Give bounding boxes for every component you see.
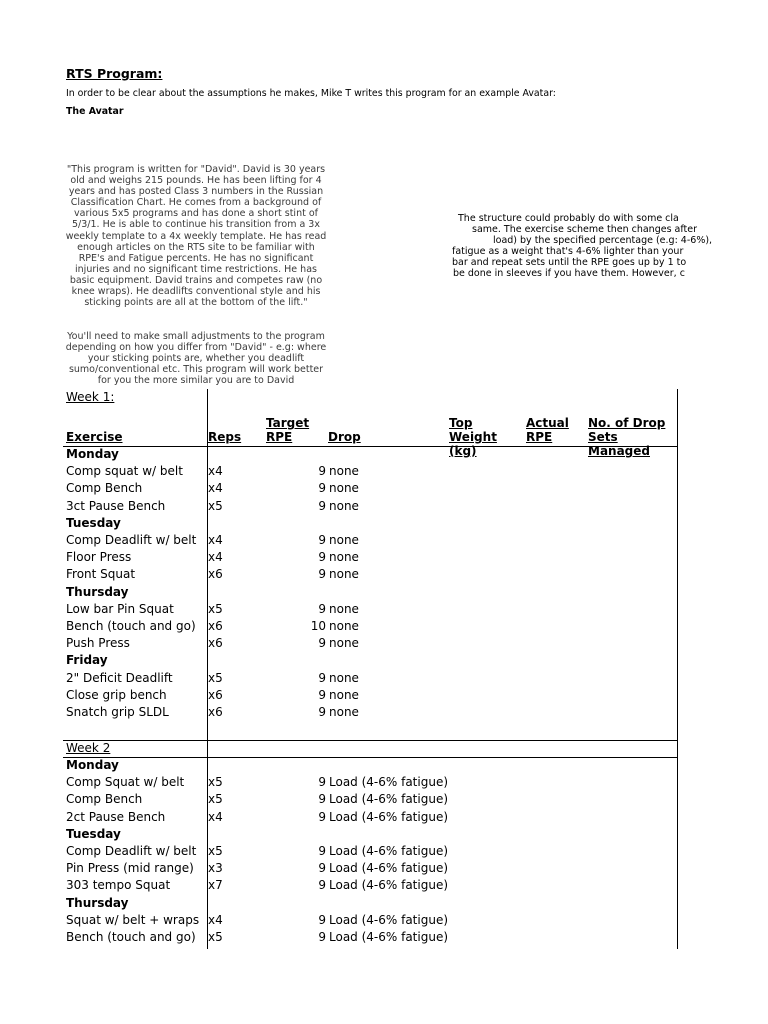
- target-rpe-cell: 9: [318, 792, 326, 807]
- exercise-cell: Comp squat w/ belt: [66, 464, 183, 479]
- day-label: Tuesday: [66, 515, 121, 530]
- week-rule: [63, 740, 678, 741]
- drop-cell: none: [329, 533, 359, 547]
- page-title: RTS Program:: [66, 66, 163, 81]
- exercise-cell: 3ct Pause Bench: [66, 498, 166, 513]
- drop-cell: none: [329, 481, 359, 496]
- reps-cell: x5: [208, 792, 223, 807]
- adjustment-note: [63, 331, 329, 386]
- target-rpe-cell: 9: [318, 550, 326, 565]
- day-label: Tuesday: [66, 826, 121, 841]
- text-line: Classification Chart. He comes from a background of: [70, 197, 322, 209]
- text-line: your sticking points are, whether you deadlift: [87, 353, 305, 365]
- text-line: injuries and no significant time restrictions. He has: [75, 263, 317, 275]
- day-label: Thursday: [66, 895, 129, 910]
- col-header-actual-rpe: Actual RPE: [526, 416, 569, 444]
- drop-cell: Load (4-6% fatigue): [329, 809, 449, 824]
- reps-cell: x6: [208, 567, 223, 582]
- drop-cell: none: [329, 464, 359, 479]
- week-2-label: Week 2: [66, 741, 111, 755]
- exercise-cell: Comp Deadlift w/ belt: [66, 844, 197, 858]
- text-line: sticking points are all at the bottom of the lift.": [84, 297, 308, 309]
- text-line: "This program is written for "David". David is 30 years: [66, 164, 326, 175]
- text-line: years and has posted Class 3 numbers in the Russian: [68, 186, 324, 198]
- drop-cell: none: [329, 670, 359, 685]
- drop-cell: none: [329, 550, 359, 565]
- avatar-description: [63, 164, 329, 308]
- text-line: basic equipment. David trains and competes raw (no: [69, 274, 323, 286]
- target-rpe-cell: 9: [318, 844, 326, 858]
- text-line: same. The exercise scheme then changes after: [472, 224, 698, 236]
- text-line: fatigue as a weight that's 4-6% lighter than your: [452, 246, 684, 258]
- reps-cell: x4: [208, 912, 223, 927]
- target-rpe-cell: 10: [310, 619, 326, 633]
- text-line: sumo/conventional etc. This program will work better: [68, 364, 324, 376]
- drop-cell: none: [329, 567, 359, 582]
- drop-cell: none: [329, 636, 359, 651]
- text-line: bar and repeat sets until the RPE goes up by 1 to: [452, 257, 687, 269]
- target-rpe-cell: 9: [318, 930, 326, 944]
- reps-cell: x4: [208, 464, 223, 479]
- exercise-cell: Comp Squat w/ belt: [66, 775, 185, 790]
- text-line: depending on how you differ from "David" - e.g: where: [65, 342, 327, 354]
- text-line: old and weighs 215 pounds. He has been lifting for 4: [70, 175, 322, 187]
- target-rpe-cell: 9: [318, 636, 326, 651]
- target-rpe-cell: 9: [318, 567, 326, 582]
- exercise-cell: Front Squat: [66, 567, 136, 582]
- target-rpe-cell: 9: [318, 687, 326, 702]
- text-line: be done in sleeves if you have them. However, c: [453, 268, 685, 280]
- col-header-top-weight: Top Weight (kg): [449, 416, 497, 458]
- text-line: knee wraps). He deadlifts conventional style and his: [71, 286, 321, 298]
- text-line: You'll need to make small adjustments to the program: [67, 331, 325, 342]
- target-rpe-cell: 9: [318, 809, 326, 824]
- exercise-cell: 2" Deficit Deadlift: [66, 670, 173, 685]
- drop-cell: none: [329, 687, 359, 702]
- text-line: RPE's and Fatigue percents. He has no significant: [78, 252, 314, 264]
- target-rpe-cell: 9: [318, 464, 326, 479]
- target-rpe-cell: 9: [318, 912, 326, 927]
- text-line: for you the more similar you are to David: [97, 375, 295, 387]
- target-rpe-cell: 9: [318, 670, 326, 685]
- reps-cell: x5: [208, 498, 223, 513]
- reps-cell: x7: [208, 878, 223, 893]
- drop-cell: Load (4-6% fatigue): [329, 878, 449, 893]
- drop-cell: none: [329, 601, 359, 616]
- exercise-cell: Comp Bench: [66, 481, 143, 496]
- text-line: load) by the specified percentage (e.g: 4-6%),: [493, 235, 713, 247]
- week-rule: [63, 757, 678, 758]
- target-rpe-cell: 9: [318, 775, 326, 790]
- text-line: various 5x5 programs and has done a short stint of: [74, 208, 318, 220]
- reps-cell: x4: [208, 809, 223, 824]
- drop-cell: Load (4-6% fatigue): [329, 912, 449, 927]
- exercise-cell: Snatch grip SLDL: [66, 705, 169, 719]
- col-header-drop-sets: No. of Drop Sets Managed: [588, 416, 666, 458]
- exercise-cell: Bench (touch and go): [66, 930, 196, 944]
- drop-cell: none: [329, 498, 359, 513]
- reps-cell: x5: [208, 601, 223, 616]
- reps-cell: x3: [208, 861, 223, 876]
- col-header-exercise: Exercise: [66, 430, 123, 444]
- week-1-label: Week 1:: [66, 390, 115, 404]
- col-header-drop: Drop: [328, 430, 361, 444]
- drop-cell: Load (4-6% fatigue): [329, 792, 449, 807]
- target-rpe-cell: 9: [318, 481, 326, 496]
- drop-cell: none: [329, 705, 359, 719]
- exercise-cell: Squat w/ belt + wraps: [66, 912, 200, 927]
- intro-text: In order to be clear about the assumptions he makes, Mike T writes this program for an example Avatar:: [66, 88, 556, 99]
- drop-cell: none: [329, 619, 359, 633]
- right-border: [677, 389, 678, 949]
- header-rule: [63, 446, 678, 447]
- exercise-cell: Bench (touch and go): [66, 619, 196, 633]
- target-rpe-cell: 9: [318, 861, 326, 876]
- day-label: Thursday: [66, 584, 129, 599]
- drop-cell: Load (4-6% fatigue): [329, 775, 449, 790]
- reps-cell: x4: [208, 481, 223, 496]
- exercise-cell: Close grip bench: [66, 687, 167, 702]
- exercise-cell: Floor Press: [66, 550, 132, 565]
- reps-cell: x5: [208, 930, 223, 944]
- exercise-cell: Comp Deadlift w/ belt: [66, 533, 197, 547]
- target-rpe-cell: 9: [318, 601, 326, 616]
- drop-cell: Load (4-6% fatigue): [329, 930, 449, 944]
- text-line: weekly template to a 4x weekly template. He has read: [65, 230, 327, 242]
- structure-note-clipped: [440, 213, 713, 283]
- exercise-cell: Comp Bench: [66, 792, 143, 807]
- text-line: The structure could probably do with some cla: [458, 213, 679, 224]
- target-rpe-cell: 9: [318, 533, 326, 547]
- avatar-heading: The Avatar: [66, 106, 124, 117]
- exercise-cell: Pin Press (mid range): [66, 861, 194, 876]
- day-label: Monday: [66, 447, 119, 461]
- drop-cell: Load (4-6% fatigue): [329, 844, 449, 858]
- drop-cell: Load (4-6% fatigue): [329, 861, 449, 876]
- exercise-cell: Push Press: [66, 636, 130, 651]
- exercise-cell: 2ct Pause Bench: [66, 809, 166, 824]
- col-header-target-rpe: Target RPE: [266, 416, 310, 444]
- target-rpe-cell: 9: [318, 878, 326, 893]
- reps-cell: x5: [208, 775, 223, 790]
- reps-cell: x6: [208, 705, 223, 719]
- text-line: enough articles on the RTS site to be familiar with: [77, 241, 315, 253]
- exercise-cell: 303 tempo Squat: [66, 878, 171, 893]
- reps-cell: x4: [208, 550, 223, 565]
- day-label: Friday: [66, 653, 108, 668]
- exercise-cell: Low bar Pin Squat: [66, 601, 174, 616]
- reps-cell: x6: [208, 619, 223, 633]
- reps-cell: x5: [208, 670, 223, 685]
- reps-cell: x4: [208, 533, 223, 547]
- day-label: Monday: [66, 758, 119, 772]
- text-line: 5/3/1. He is able to continue his transition from a 3x: [72, 219, 320, 231]
- target-rpe-cell: 9: [318, 498, 326, 513]
- reps-cell: x6: [208, 687, 223, 702]
- col-header-reps: Reps: [208, 430, 242, 444]
- reps-cell: x6: [208, 636, 223, 651]
- reps-cell: x5: [208, 844, 223, 858]
- target-rpe-cell: 9: [318, 705, 326, 719]
